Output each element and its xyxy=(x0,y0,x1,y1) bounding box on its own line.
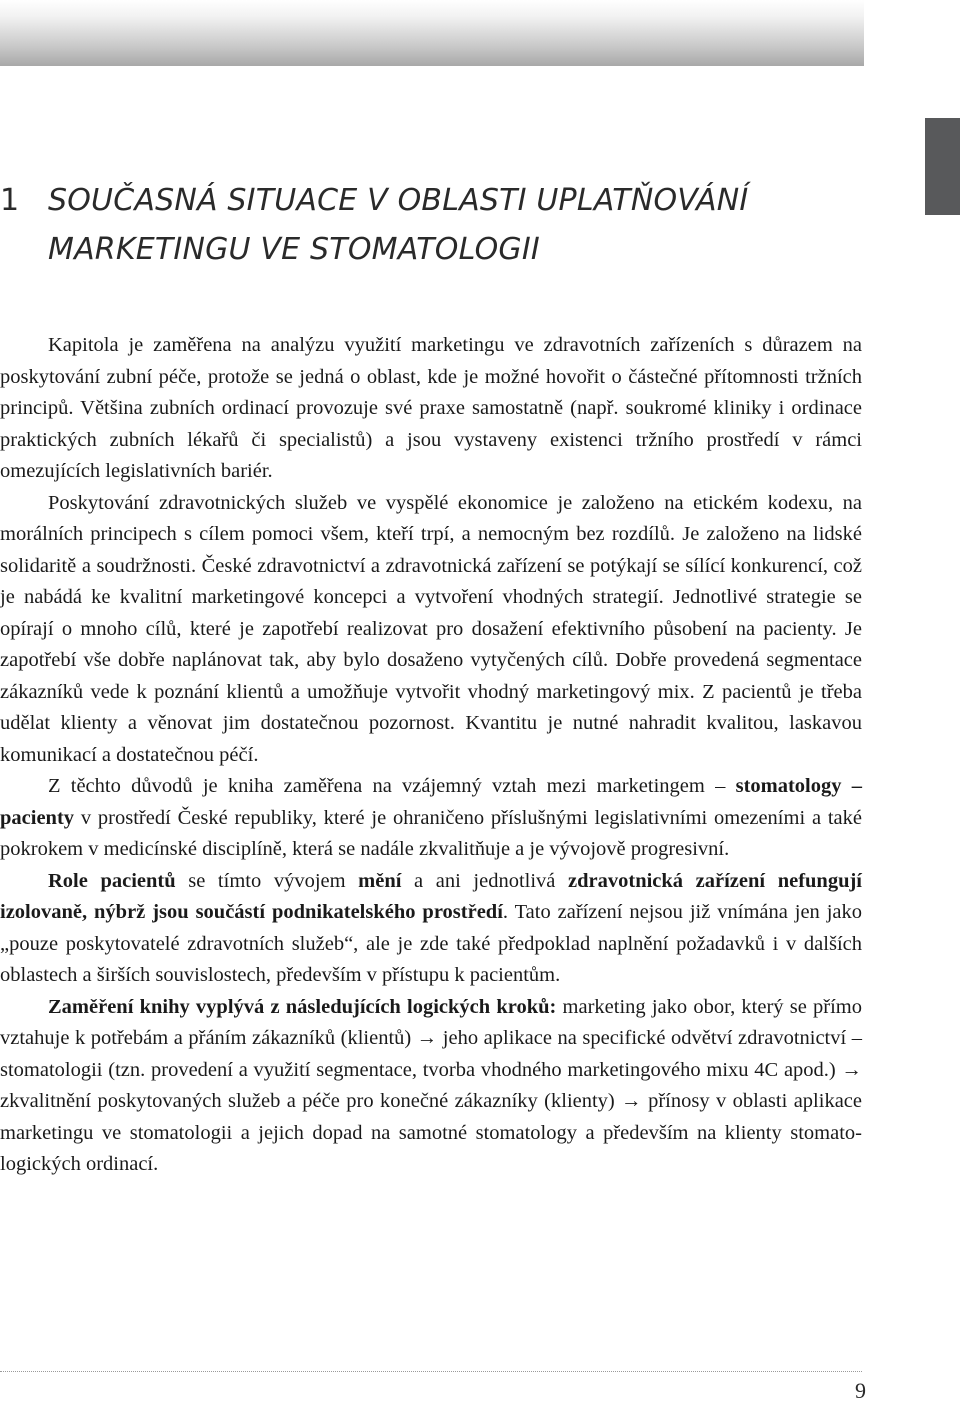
chapter-body xyxy=(0,330,862,1181)
chapter-heading xyxy=(0,176,870,274)
text-run: se tímto vývojem xyxy=(175,869,359,892)
text-run: v prostředí České republiky, které je ohraničeno příslušnými legislativními omezeními a také pokrokem v medicínské disciplíně, která se nadále zkvalitňuje a je vývojově progresivní. xyxy=(0,806,862,860)
page-number: 9 xyxy=(855,1378,866,1403)
paragraph-book-focus xyxy=(0,771,862,866)
text-run: . Tato zařízení nejsou již vnímána jen jako „pouze poskytovatelé zdravotních služeb“, ale je zde také předpoklad naplnění požadavků i v dalších oblastech a širších souvislostech, především v přístupu k pacientům. xyxy=(0,901,862,986)
emphasis-text: Role pacientů xyxy=(48,869,176,892)
chapter-number: 1 xyxy=(0,183,20,218)
text-run: marketing jako obor, který se přímo vztahuje k potřebám a přáním zákazníků (klientů) → jeho aplikace na specifické odvětví zdravotnictví – stomatologii (tzn. provedení a využití segmentace, tvorba vhodného marketingového mixu 4C apod.) → zkvalitnění poskytovaných služeb a péče pro konečné zákazníky (klienty) → přínosy v oblasti aplikace marketingu ve stomatologii a jejich dopad na samotné stomatology a především na klienty stomatologických ordinací. xyxy=(0,995,862,1175)
paragraph-healthcare-ethics: Poskytování zdravotnických služeb ve vyspělé ekonomice je založeno na etickém kodexu, na morálních principech s cílem pomoci všem, kteří trpí, a nemocným bez rozdílů. Je založeno na lidské solidaritě a soudržnosti. České zdravotnictví a zdravotnická zařízení se potýkají se sílící konkurencí, což je nabádá ke kvalitní marketingové koncepci a vytvoření vhodných strategií. Jednotlivé strategie se opírají o mnoho cílů, které je zapotřebí realizovat pro dosažení efektivního působení na pacienty. Je zapotřebí vše dobře naplánovat tak, aby bylo dosaženo vytyčených cílů. Dobře provedená segmentace zákazníků vede k poznání klientů a umožňuje vytvořit vhodný marketingový mix. Z pacientů je třeba udělat klienty a věnovat jim dostatečnou pozornost. Kvantitu je nutné nahradit kvalitou, laskavou komunikací a dostatečnou péčí. xyxy=(0,491,862,766)
text-run: Z těchto důvodů je kniha zaměřena na vzájemný vztah mezi marketingem – xyxy=(48,775,736,797)
emphasis-text: stomatology – pacienty xyxy=(0,775,862,829)
emphasis-text: mění xyxy=(358,869,402,892)
header-gradient-bar xyxy=(0,0,864,66)
chapter-thumb-tab xyxy=(925,118,960,215)
text-run: a ani jednotlivá xyxy=(401,869,569,892)
emphasis-text: zdravotnická zařízení nefungují izolovaně, nýbrž jsou součástí podnikatelského prostředí xyxy=(0,869,862,923)
chapter-title-line-2: MARKETINGU VE STOMATOLOGII xyxy=(48,232,540,267)
paragraph-logical-steps xyxy=(0,992,862,1181)
paragraph-intro: Kapitola je zaměřena na analýzu využití marketingu ve zdravotních zařízeních s důrazem na poskytování zubní péče, protože se jedná o oblast, kde je možné hovořit o částečné přítomnosti tržních principů. Většina zubních ordinací provozuje své praxe samostatně (např. soukromé kliniky i ordinace praktických zubních lékařů či specialistů) a jsou vystaveny existenci tržního prostředí v rámci omezujících legislativních bariér. xyxy=(0,334,862,482)
paragraph-patient-role xyxy=(0,866,862,992)
footer-divider xyxy=(0,1371,862,1372)
emphasis-text: Zaměření knihy vyplývá z následujících logických kroků: xyxy=(48,995,557,1018)
chapter-title-line-1: SOUČASNÁ SITUACE V OBLASTI UPLATŇOVÁNÍ xyxy=(48,183,749,218)
